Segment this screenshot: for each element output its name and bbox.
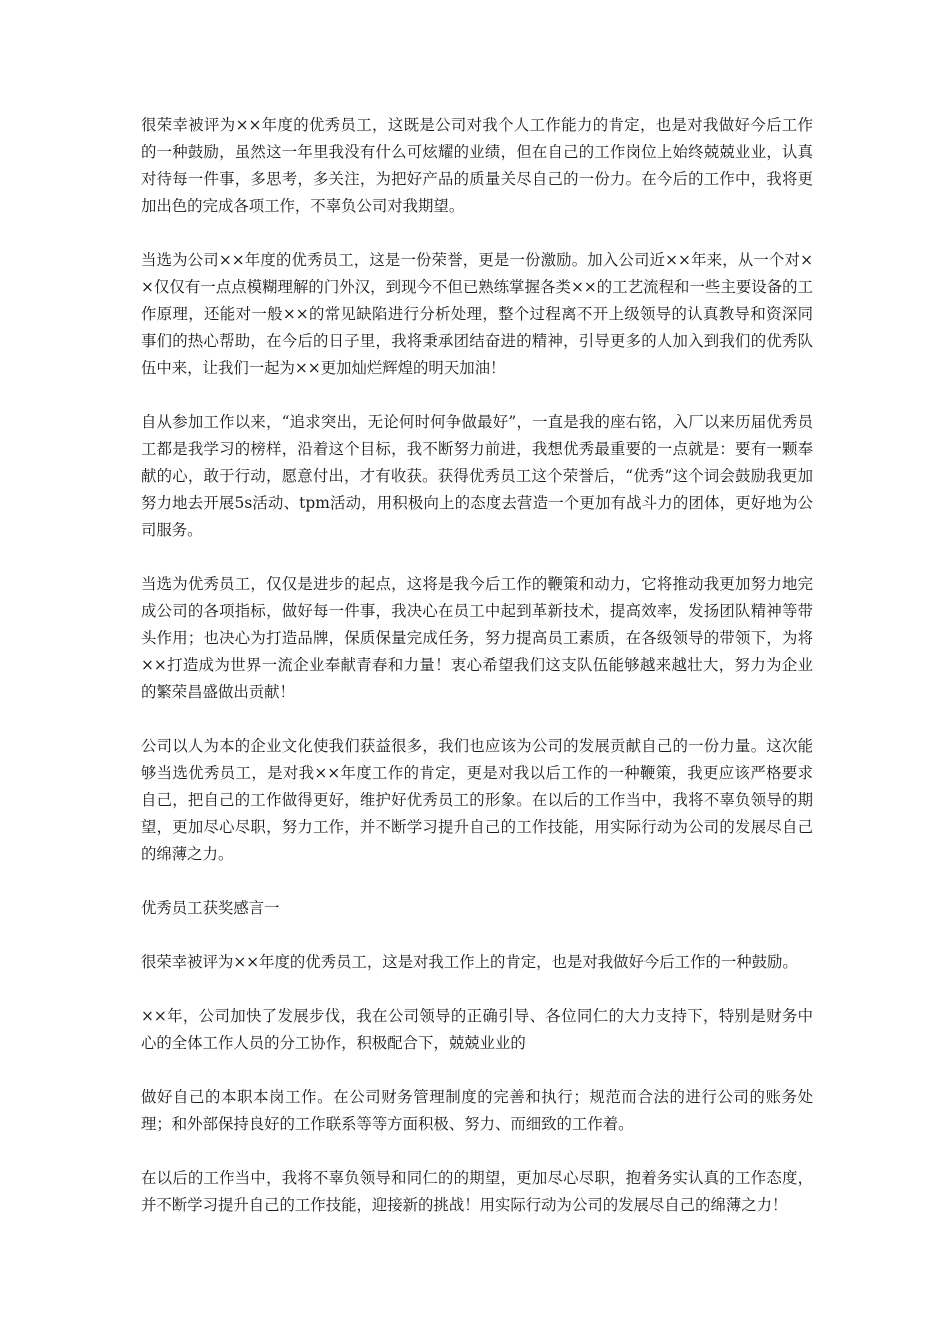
paragraph-4: 当选为优秀员工，仅仅是进步的起点，这将是我今后工作的鞭策和动力，它将推动我更加努力地完成公司的各项指标，做好每一件事，我决心在员工中起到革新技术，提高效率，发扬团队精神等带头作用；也决心为打造品牌，保质保量完成任务，努力提高员工素质，在各级领导的带领下，为将××打造成为世界一流企业奉献青春和力量！衷心希望我们这支队伍能够越来越壮大，努力为企业的繁荣昌盛做出贡献！	[141, 575, 813, 701]
paragraph-7: ××年，公司加快了发展步伐，我在公司领导的正确引导、各位同仁的大力支持下，特别是财务中心的全体工作人员的分工协作，积极配合下，兢兢业业的	[141, 1007, 813, 1052]
paragraph-6: 很荣幸被评为××年度的优秀员工，这是对我工作上的肯定，也是对我做好今后工作的一种鼓励。	[141, 953, 798, 971]
paragraph-1: 很荣幸被评为××年度的优秀员工，这既是公司对我个人工作能力的肯定，也是对我做好今后工作的一种鼓励，虽然这一年里我没有什么可炫耀的业绩，但在自己的工作岗位上始终兢兢业业，认真对待每一件事，多思考，多关注，为把好产品的质量关尽自己的一份力。在今后的工作中，我将更加出色的完成各项工作，不辜负公司对我期望。	[141, 116, 813, 215]
paragraph-2: 当选为公司××年度的优秀员工，这是一份荣誉，更是一份激励。加入公司近××年来，从一个对××仅仅有一点点模糊理解的门外汉，到现今不但已熟练掌握各类××的工艺流程和一些主要设备的工作原理，还能对一般××的常见缺陷进行分析处理，整个过程离不开上级领导的认真教导和资深同事们的热心帮助，在今后的日子里，我将秉承团结奋进的精神，引导更多的人加入到我们的优秀队伍中来，让我们一起为××更加灿烂辉煌的明天加油！	[141, 251, 813, 377]
paragraph-3: 自从参加工作以来，“追求突出，无论何时何争做最好”，一直是我的座右铭，入厂以来历届优秀员工都是我学习的榜样，沿着这个目标，我不断努力前进，我想优秀最重要的一点就是：要有一颗奉献的心，敢于行动，愿意付出，才有收获。获得优秀员工这个荣誉后，“优秀”这个词会鼓励我更加努力地去开展5s活动、tpm活动，用积极向上的态度去营造一个更加有战斗力的团体，更好地为公司服务。	[141, 413, 813, 539]
paragraph-9: 在以后的工作当中，我将不辜负领导和同仁的的期望，更加尽心尽职，抱着务实认真的工作态度，并不断学习提升自己的工作技能，迎接新的挑战！用实际行动为公司的发展尽自己的绵薄之力！	[141, 1169, 813, 1214]
section-heading: 优秀员工获奖感言一	[141, 899, 280, 917]
document-body	[141, 112, 813, 1219]
paragraph-5: 公司以人为本的企业文化使我们获益很多，我们也应该为公司的发展贡献自己的一份力量。这次能够当选优秀员工，是对我××年度工作的肯定，更是对我以后工作的一种鞭策，我更应该严格要求自己，把自己的工作做得更好，维护好优秀员工的形象。在以后的工作当中，我将不辜负领导的期望，更加尽心尽职，努力工作，并不断学习提升自己的工作技能，用实际行动为公司的发展尽自己的绵薄之力。	[141, 737, 813, 863]
paragraph-8: 做好自己的本职本岗工作。在公司财务管理制度的完善和执行；规范而合法的进行公司的账务处理；和外部保持良好的工作联系等等方面积极、努力、而细致的工作着。	[141, 1088, 813, 1133]
